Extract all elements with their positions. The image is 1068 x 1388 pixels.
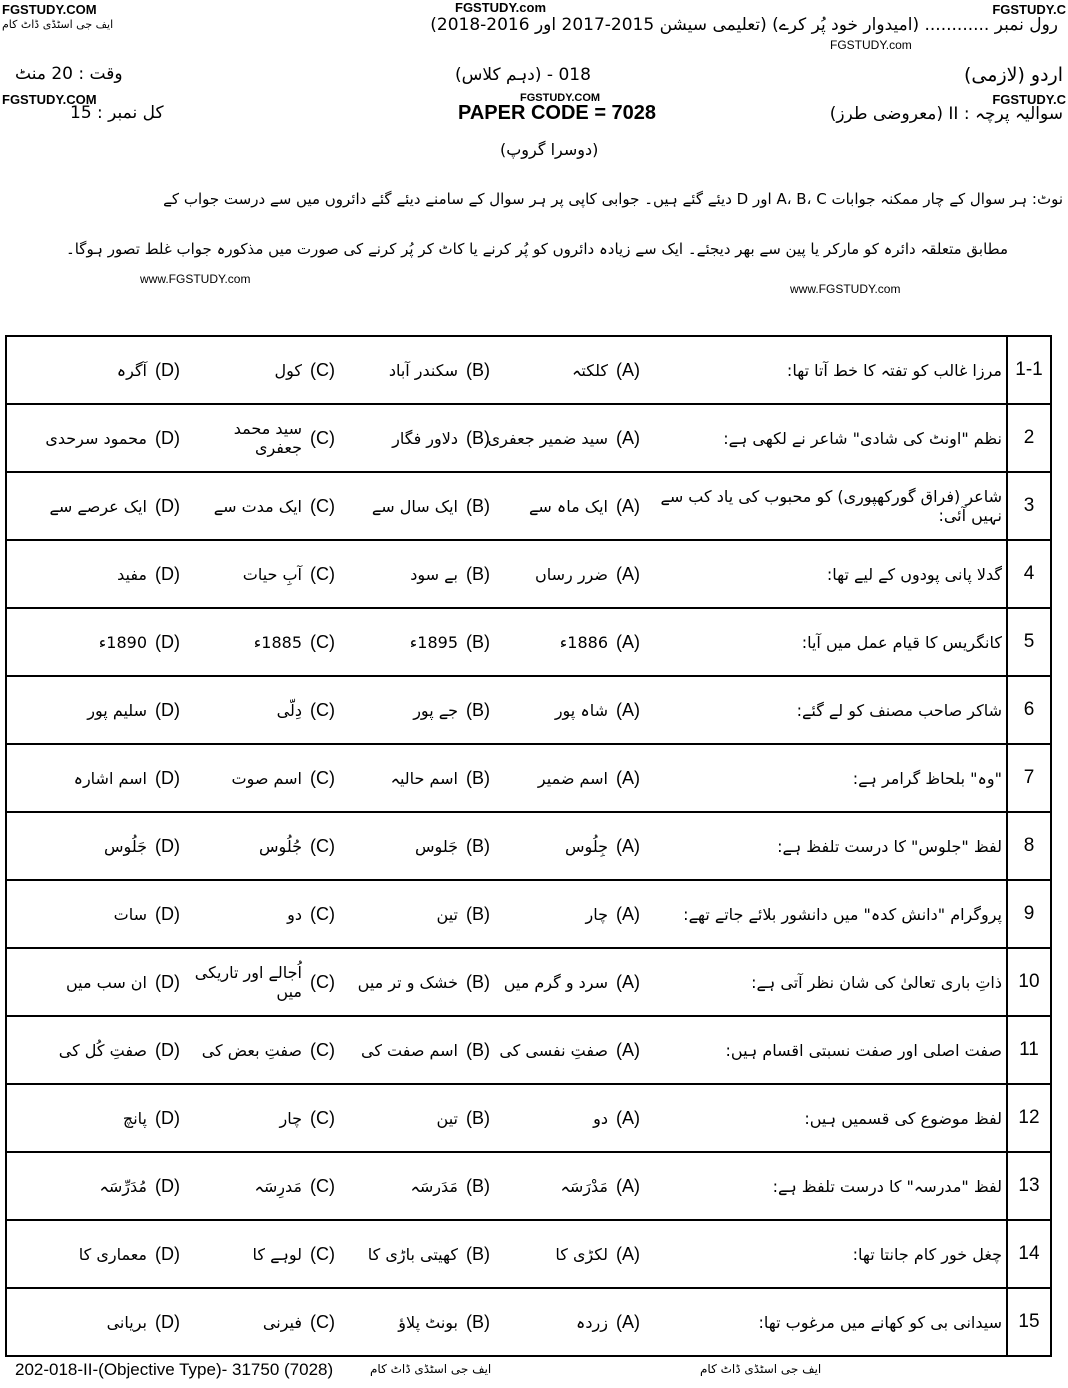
watermark: FGSTUDY.com <box>830 38 912 52</box>
option-text: اُجالے اور تاریکی میں <box>194 963 302 1001</box>
question-number: 2 <box>1006 405 1050 471</box>
watermark: FGSTUDY.C <box>992 2 1066 17</box>
option-label: (D) <box>155 427 180 448</box>
question-text: کانگریس کا قیام عمل میں آیا: <box>801 632 1002 652</box>
question-number: 14 <box>1006 1221 1050 1287</box>
option-text: لکڑی کا <box>555 1244 608 1264</box>
question-number: 3 <box>1006 473 1050 539</box>
option-text: تین <box>436 1108 458 1128</box>
watermark: www.FGSTUDY.com <box>140 272 251 286</box>
option-text: 1890ء <box>98 632 147 652</box>
option-text: فیرنی <box>262 1312 302 1332</box>
option-text: مُدَرِّسَہ <box>99 1176 147 1196</box>
option-label: (C) <box>310 495 335 516</box>
option-text: تین <box>436 904 458 924</box>
option-b <box>340 405 490 471</box>
option-text: سلیم پور <box>87 700 147 720</box>
option-c <box>185 405 335 471</box>
option-label: (B) <box>466 1175 490 1196</box>
option-d <box>10 881 180 947</box>
option-label: (D) <box>155 971 180 992</box>
option-text: سات <box>113 904 147 924</box>
option-a <box>470 1017 640 1083</box>
question-number: 12 <box>1006 1085 1050 1151</box>
question-text: پروگرام "دانش کدہ" میں دانشور بلائے جاتے تھے: <box>683 904 1002 924</box>
option-d <box>10 609 180 675</box>
option-label: (C) <box>310 1175 335 1196</box>
option-label: (A) <box>616 835 640 856</box>
option-a <box>470 881 640 947</box>
option-text: بونٹ پلاؤ <box>398 1312 458 1332</box>
paper-code: PAPER CODE = 7028 <box>458 102 657 124</box>
watermark-urdu: ایف جی اسٹڈی ڈاٹ کام <box>2 18 114 31</box>
option-label: (B) <box>466 767 490 788</box>
option-text: شاہ پور <box>554 700 608 720</box>
question-number: 11 <box>1006 1017 1050 1083</box>
question-text: نظم "اونٹ کی شادی" شاعر نے لکھی ہے: <box>723 428 1002 448</box>
option-text: دِلّی <box>276 700 302 720</box>
option-d <box>10 1085 180 1151</box>
question-row <box>7 1289 1050 1357</box>
option-label: (D) <box>155 835 180 856</box>
watermark: FGSTUDY.COM <box>520 92 601 104</box>
question-number: 4 <box>1006 541 1050 607</box>
option-label: (A) <box>616 903 640 924</box>
option-text: اسم اشارہ <box>73 768 147 788</box>
option-text: لوہے کا <box>252 1244 302 1264</box>
option-label: (C) <box>310 1039 335 1060</box>
question-number: 9 <box>1006 881 1050 947</box>
option-c <box>185 1085 335 1151</box>
option-label: (A) <box>616 1039 640 1060</box>
instruction-line-1: نوٹ: ہر سوال کے چار ممکنہ جوابات A، B، C اور D دیئے گئے ہیں۔ جوابی کاپی پر ہر سوال کے سامنے دیئے گئے دائروں میں سے درست جواب کے <box>163 190 1063 208</box>
option-label: (D) <box>155 1311 180 1332</box>
option-a <box>470 609 640 675</box>
option-b <box>340 1289 490 1355</box>
option-a <box>470 745 640 811</box>
instruction-line-2: مطابق متعلقہ دائرہ کو مارکر یا پین سے بھر دیجئے۔ ایک سے زیادہ دائروں کو پُر کرنے یا کاٹ کر پُر کرنے کی صورت میں مذکورہ جواب غلط تصور ہوگا۔ <box>65 240 1008 258</box>
option-b <box>340 1221 490 1287</box>
option-text: چار <box>279 1108 302 1128</box>
watermark: FGSTUDY.com <box>455 0 547 15</box>
question-text: سیدانی بی کو کھانے میں مرغوب تھا: <box>758 1312 1002 1332</box>
option-d <box>10 541 180 607</box>
option-text: آگرہ <box>116 360 147 380</box>
watermark: FGSTUDY.COM <box>2 92 97 107</box>
question-text: مرزا غالب کو تفتہ کا خط آتا تھا: <box>786 360 1002 380</box>
option-label: (D) <box>155 1243 180 1264</box>
question-text: چغل خور کام جانتا تھا: <box>852 1244 1002 1264</box>
option-label: (A) <box>616 699 640 720</box>
option-text: سید محمد جعفری <box>233 419 302 457</box>
option-label: (D) <box>155 1175 180 1196</box>
question-row <box>7 473 1050 541</box>
option-label: (B) <box>466 1243 490 1264</box>
option-label: (D) <box>155 903 180 924</box>
option-label: (B) <box>466 427 490 448</box>
option-label: (A) <box>616 631 640 652</box>
question-row <box>7 609 1050 677</box>
option-d <box>10 473 180 539</box>
option-d <box>10 337 180 403</box>
option-text: کول <box>274 360 302 380</box>
option-text: مَدَرسَہ <box>410 1176 458 1196</box>
option-c <box>185 541 335 607</box>
option-text: محمود سرحدی <box>45 428 147 448</box>
option-text: سرد و گرم میں <box>503 972 608 992</box>
question-row <box>7 337 1050 405</box>
option-text: اسم صوت <box>231 768 302 788</box>
option-label: (C) <box>310 767 335 788</box>
option-text: جُلُوس <box>259 836 302 856</box>
option-label: (A) <box>616 563 640 584</box>
group: (دوسرا گروپ) <box>500 140 599 159</box>
option-a <box>470 405 640 471</box>
option-text: زردہ <box>576 1312 608 1332</box>
option-a <box>470 337 640 403</box>
option-text: دو <box>287 904 302 924</box>
option-label: (A) <box>616 495 640 516</box>
question-number: 13 <box>1006 1153 1050 1219</box>
option-label: (D) <box>155 495 180 516</box>
question-text: لفظ "مدرسہ" کا درست تلفظ ہے: <box>772 1176 1002 1196</box>
option-label: (C) <box>310 563 335 584</box>
question-row <box>7 677 1050 745</box>
roll-number-line: رول نمبر ............ (امیدوار خود پُر کرے) (تعلیمی سیشن 2015-2017 اور 2016-2018) <box>430 15 1058 35</box>
option-label: (A) <box>616 427 640 448</box>
option-label: (D) <box>155 631 180 652</box>
option-b <box>340 473 490 539</box>
question-row <box>7 1221 1050 1289</box>
option-text: دو <box>593 1108 608 1128</box>
question-number: 5 <box>1006 609 1050 675</box>
option-c <box>185 1017 335 1083</box>
option-label: (B) <box>466 631 490 652</box>
option-text: جَلُوس <box>104 836 147 856</box>
option-a <box>470 541 640 607</box>
option-c <box>185 677 335 743</box>
option-a <box>470 1289 640 1355</box>
question-number: 6 <box>1006 677 1050 743</box>
option-label: (B) <box>466 563 490 584</box>
option-label: (B) <box>466 971 490 992</box>
option-label: (A) <box>616 767 640 788</box>
option-d <box>10 1153 180 1219</box>
option-text: چار <box>585 904 608 924</box>
option-text: خشک و تر میں <box>357 972 458 992</box>
option-label: (A) <box>616 1107 640 1128</box>
option-a <box>470 473 640 539</box>
option-d <box>10 745 180 811</box>
question-number: 1-1 <box>1006 337 1050 403</box>
option-text: کھیتی باڑی کا <box>367 1244 458 1264</box>
option-text: ایک ماہ سے <box>529 496 608 516</box>
option-label: (B) <box>466 495 490 516</box>
option-d <box>10 1289 180 1355</box>
question-text: صفت اصلی اور صفت نسبتی اقسام ہیں: <box>725 1040 1002 1060</box>
option-c <box>185 813 335 879</box>
question-text: "وہ" بلحاظ گرامر ہے: <box>852 768 1002 788</box>
option-b <box>340 1085 490 1151</box>
option-label: (D) <box>155 767 180 788</box>
option-text: اسم ضمیر <box>537 768 608 788</box>
option-text: اسم حالیہ <box>390 768 458 788</box>
question-row <box>7 1017 1050 1085</box>
option-text: مَدرِسَہ <box>254 1176 302 1196</box>
option-label: (A) <box>616 1243 640 1264</box>
option-c <box>185 337 335 403</box>
question-text: لفظ "جلوس" کا درست تلفظ ہے: <box>777 836 1002 856</box>
option-text: مفید <box>117 564 147 584</box>
option-label: (B) <box>466 1107 490 1128</box>
question-number: 10 <box>1006 949 1050 1015</box>
question-row <box>7 1153 1050 1221</box>
option-b <box>340 541 490 607</box>
option-label: (D) <box>155 699 180 720</box>
watermark: FGSTUDY.C <box>992 92 1066 107</box>
question-text: شاکر صاحب مصنف کو لے گئے: <box>796 700 1002 720</box>
option-label: (B) <box>466 1311 490 1332</box>
option-label: (D) <box>155 563 180 584</box>
option-a <box>470 677 640 743</box>
option-text: ایک مدت سے <box>213 496 302 516</box>
option-label: (A) <box>616 359 640 380</box>
option-label: (A) <box>616 1175 640 1196</box>
option-text: صفتِ نفسی کی <box>499 1040 608 1060</box>
option-text: 1895ء <box>409 632 458 652</box>
option-text: صفتِ بعض کی <box>201 1040 302 1060</box>
option-b <box>340 813 490 879</box>
option-b <box>340 745 490 811</box>
option-a <box>470 1221 640 1287</box>
option-b <box>340 677 490 743</box>
option-label: (A) <box>616 1311 640 1332</box>
option-text: مَدْرَسَہ <box>560 1176 608 1196</box>
question-row <box>7 405 1050 473</box>
time: وقت : 20 منٹ <box>15 64 123 84</box>
option-text: جَلوس <box>415 836 458 856</box>
option-b <box>340 881 490 947</box>
option-label: (B) <box>466 1039 490 1060</box>
option-a <box>470 1085 640 1151</box>
option-label: (C) <box>310 1107 335 1128</box>
option-text: معماری کا <box>78 1244 147 1264</box>
option-c <box>185 1221 335 1287</box>
option-b <box>340 1153 490 1219</box>
option-label: (A) <box>616 971 640 992</box>
watermark: www.FGSTUDY.com <box>790 282 901 296</box>
option-label: (C) <box>310 835 335 856</box>
option-text: سکندر آباد <box>388 360 458 380</box>
question-row <box>7 1085 1050 1153</box>
option-text: آبِ حیات <box>242 564 302 584</box>
option-label: (D) <box>155 1039 180 1060</box>
option-a <box>470 813 640 879</box>
option-d <box>10 677 180 743</box>
option-label: (B) <box>466 903 490 924</box>
question-number: 15 <box>1006 1289 1050 1355</box>
option-label: (C) <box>310 971 335 992</box>
option-c <box>185 1289 335 1355</box>
option-label: (D) <box>155 359 180 380</box>
option-label: (B) <box>466 699 490 720</box>
option-label: (C) <box>310 427 335 448</box>
option-c <box>185 949 335 1015</box>
option-text: ان سب میں <box>65 972 147 992</box>
questions-table <box>5 335 1052 1357</box>
option-text: جِلُوس <box>565 836 608 856</box>
option-label: (B) <box>466 359 490 380</box>
option-b <box>340 949 490 1015</box>
option-text: سید ضمیر جعفری <box>487 428 608 448</box>
option-text: بریانی <box>106 1312 147 1332</box>
question-text: شاعر (فراق گورکھپوری) کو محبوب کی یاد کب سے نہیں آئی: <box>660 487 1002 525</box>
watermark: FGSTUDY.COM <box>2 2 97 17</box>
option-b <box>340 337 490 403</box>
option-label: (C) <box>310 1243 335 1264</box>
option-label: (C) <box>310 1311 335 1332</box>
class: 018 - (دہم کلاس) <box>455 65 591 85</box>
option-b <box>340 609 490 675</box>
footer-site: ایف جی اسٹڈی ڈاٹ کام <box>370 1362 492 1376</box>
option-label: (D) <box>155 1107 180 1128</box>
total-marks: کل نمبر : 15 <box>70 103 164 123</box>
option-a <box>470 949 640 1015</box>
option-text: صفتِ کُل کی <box>58 1040 147 1060</box>
option-text: کلکتہ <box>572 360 608 380</box>
option-d <box>10 405 180 471</box>
question-row <box>7 881 1050 949</box>
question-text: ذاتِ باری تعالیٰ کی شان نظر آتی ہے: <box>751 972 1002 992</box>
option-text: 1886ء <box>559 632 608 652</box>
paper-type: سوالیہ پرچہ : II (معروضی طرز) <box>829 104 1063 124</box>
option-c <box>185 881 335 947</box>
option-text: دلاور فگار <box>392 428 458 448</box>
option-c <box>185 609 335 675</box>
option-label: (B) <box>466 835 490 856</box>
option-label: (C) <box>310 699 335 720</box>
option-label: (C) <box>310 903 335 924</box>
option-a <box>470 1153 640 1219</box>
option-label: (C) <box>310 631 335 652</box>
option-d <box>10 1221 180 1287</box>
question-text: گدلا پانی پودوں کے لیے تھا: <box>826 564 1002 584</box>
option-b <box>340 1017 490 1083</box>
option-c <box>185 473 335 539</box>
option-label: (C) <box>310 359 335 380</box>
option-d <box>10 949 180 1015</box>
footer-site: ایف جی اسٹڈی ڈاٹ کام <box>700 1362 822 1376</box>
option-c <box>185 745 335 811</box>
option-text: اسم صفت کی <box>360 1040 458 1060</box>
option-text: ایک سال سے <box>371 496 458 516</box>
question-row <box>7 813 1050 881</box>
option-c <box>185 1153 335 1219</box>
option-d <box>10 813 180 879</box>
option-text: ضرر رساں <box>535 564 608 584</box>
option-text: بے سود <box>410 564 458 584</box>
option-text: 1885ء <box>253 632 302 652</box>
question-row <box>7 949 1050 1017</box>
question-row <box>7 745 1050 813</box>
question-number: 7 <box>1006 745 1050 811</box>
question-row <box>7 541 1050 609</box>
question-number: 8 <box>1006 813 1050 879</box>
question-text: لفظ موضوع کی قسمیں ہیں: <box>804 1108 1002 1128</box>
option-text: ایک عرصے سے <box>49 496 147 516</box>
option-text: جے پور <box>413 700 458 720</box>
option-d <box>10 1017 180 1083</box>
option-text: پانچ <box>122 1108 147 1128</box>
subject: اردو (لازمی) <box>964 64 1063 86</box>
footer-code: 202-018-II-(Objective Type)- 31750 (7028) <box>15 1360 334 1379</box>
